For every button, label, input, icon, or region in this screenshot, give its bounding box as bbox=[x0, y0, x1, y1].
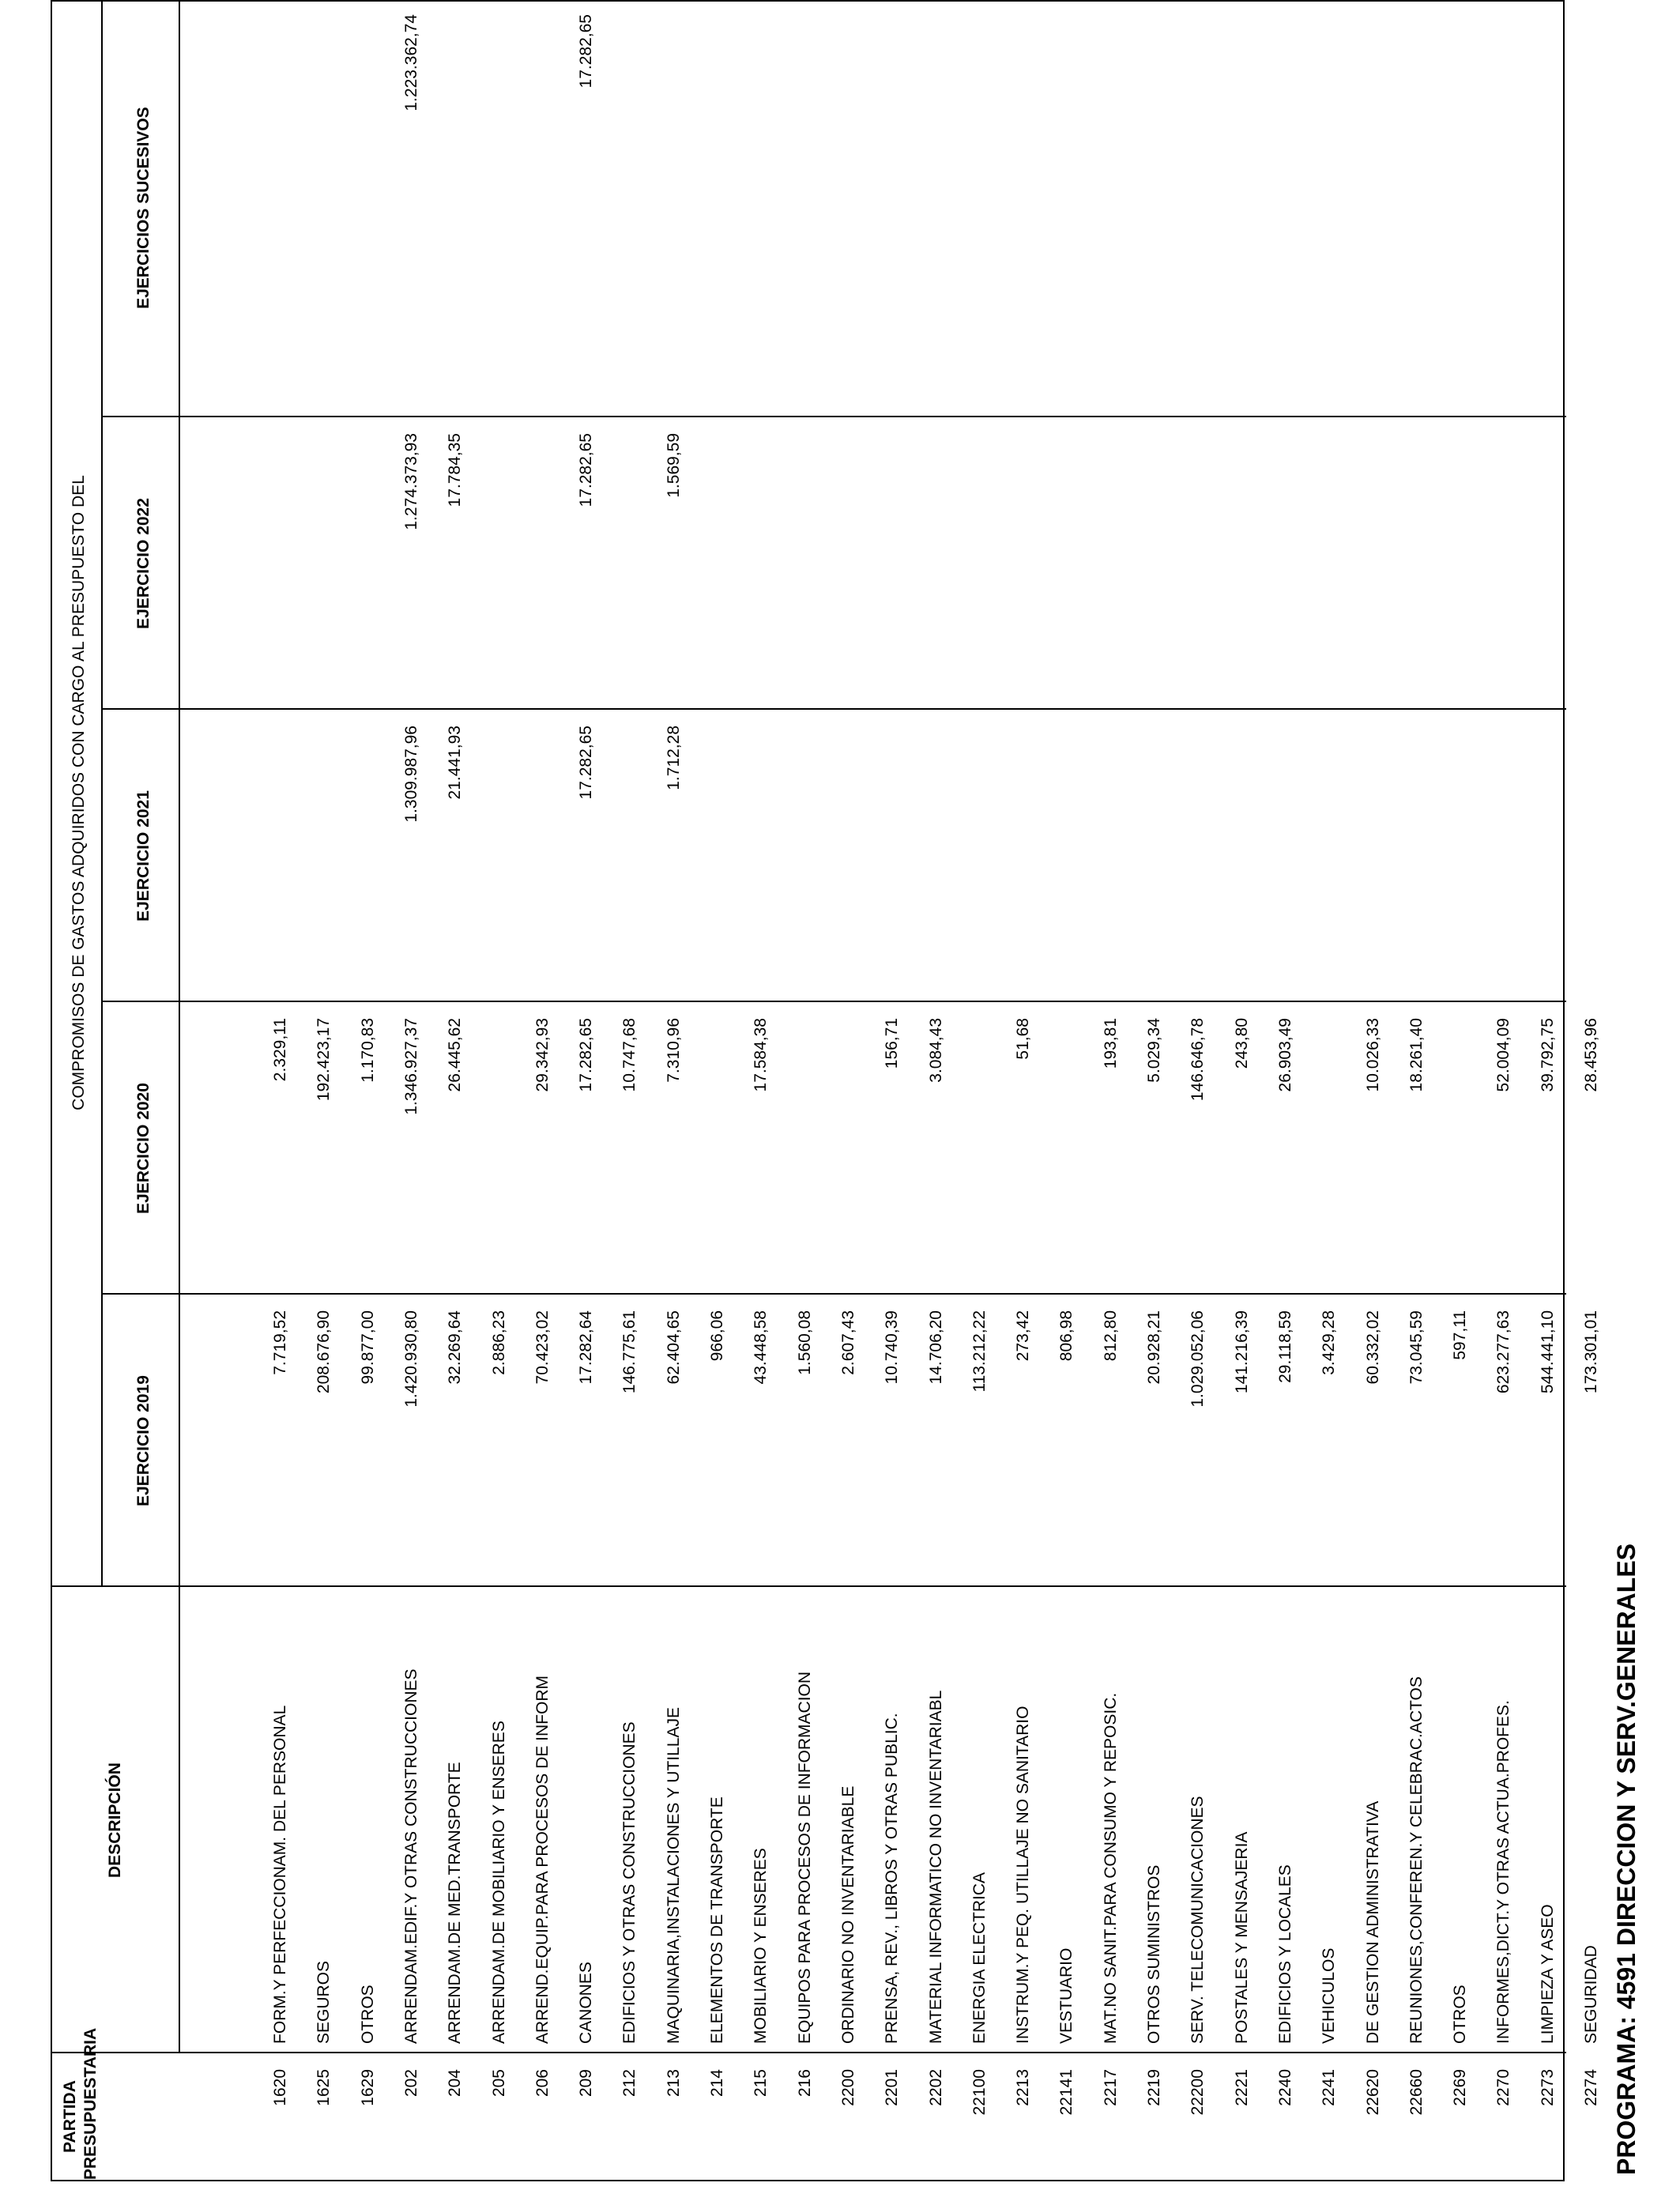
cell-partida: 2240 bbox=[1275, 2069, 1294, 2106]
cell-descripcion: ARRENDAM.EDIF.Y OTRAS CONSTRUCCIONES bbox=[401, 1668, 420, 2044]
cell-2019: 20.928,21 bbox=[1145, 1310, 1163, 1385]
cell-2020: 5.029,34 bbox=[1145, 1018, 1163, 1083]
page-title: PROGRAMA: 4591 DIRECCION Y SERV.GENERALES bbox=[1612, 1543, 1640, 2175]
cell-2020: 193,81 bbox=[1101, 1018, 1120, 1069]
cell-2020: 17.584,38 bbox=[751, 1018, 770, 1092]
cell-descripcion: EQUIPOS PARA PROCESOS DE INFORMACION bbox=[795, 1671, 814, 2044]
cell-partida: 212 bbox=[620, 2069, 639, 2098]
cell-descripcion: SERV. TELECOMUNICACIONES bbox=[1188, 1796, 1207, 2044]
budget-table bbox=[51, 0, 1600, 2181]
cell-2020: 146.646,78 bbox=[1188, 1018, 1207, 1102]
cell-sucesivos: 1.223.362,74 bbox=[401, 14, 420, 111]
cell-partida: 2217 bbox=[1101, 2069, 1120, 2106]
cell-2019: 29.118,59 bbox=[1275, 1310, 1294, 1383]
cell-2020: 52.004,09 bbox=[1494, 1018, 1513, 1092]
cell-descripcion: LIMPIEZA Y ASEO bbox=[1538, 1904, 1557, 2044]
cell-partida: 2202 bbox=[926, 2069, 945, 2106]
cell-descripcion: SEGUROS bbox=[315, 1960, 333, 2044]
cell-partida: 2269 bbox=[1451, 2069, 1470, 2106]
cell-2020: 29.342,93 bbox=[533, 1018, 552, 1092]
cell-descripcion: MOBILIARIO Y ENSERES bbox=[751, 1848, 770, 2044]
cell-partida: 2200 bbox=[838, 2069, 857, 2106]
header-sucesivos: EJERCICIOS SUCESIVOS bbox=[134, 107, 153, 309]
cell-2019: 17.282,64 bbox=[577, 1310, 596, 1385]
cell-partida: 2273 bbox=[1538, 2069, 1557, 2106]
cell-partida: 216 bbox=[795, 2069, 814, 2098]
cell-2019: 597,11 bbox=[1451, 1310, 1470, 1360]
col-divider bbox=[52, 2052, 1566, 2053]
cell-2019: 812,80 bbox=[1101, 1310, 1120, 1362]
cell-partida: 22660 bbox=[1407, 2069, 1426, 2116]
cell-2019: 208.676,90 bbox=[315, 1310, 333, 1394]
cell-partida: 215 bbox=[751, 2069, 770, 2098]
cell-2022: 1.569,59 bbox=[664, 433, 683, 498]
cell-2022: 1.274.373,93 bbox=[401, 433, 420, 530]
cell-2019: 43.448,58 bbox=[751, 1310, 770, 1385]
cell-partida: 2201 bbox=[883, 2069, 902, 2106]
cell-partida: 206 bbox=[533, 2069, 552, 2098]
col-divider bbox=[101, 416, 1566, 417]
cell-2019: 73.045,59 bbox=[1407, 1310, 1426, 1385]
cell-2020: 26.903,49 bbox=[1275, 1018, 1294, 1092]
cell-2022: 17.282,65 bbox=[577, 433, 596, 507]
cell-2019: 99.877,00 bbox=[358, 1310, 377, 1385]
cell-2019: 273,42 bbox=[1014, 1310, 1033, 1362]
cell-2019: 32.269,64 bbox=[446, 1310, 465, 1385]
cell-descripcion: REUNIONES,CONFEREN.Y CELEBRAC.ACTOS bbox=[1407, 1676, 1426, 2044]
cell-partida: 209 bbox=[577, 2069, 596, 2098]
cell-2019: 966,06 bbox=[708, 1310, 726, 1362]
header-2021: EJERCICIO 2021 bbox=[134, 790, 153, 922]
cell-descripcion: POSTALES Y MENSAJERIA bbox=[1232, 1831, 1251, 2044]
cell-descripcion: OTROS bbox=[1451, 1985, 1470, 2044]
cell-descripcion: ENERGIA ELECTRICA bbox=[970, 1872, 989, 2044]
cell-2019: 70.423,02 bbox=[533, 1310, 552, 1385]
cell-descripcion: INSTRUM.Y PEQ. UTILLAJE NO SANITARIO bbox=[1014, 1706, 1033, 2044]
cell-partida: 1629 bbox=[358, 2069, 377, 2106]
cell-2020: 10.026,33 bbox=[1363, 1018, 1382, 1092]
col-divider bbox=[101, 708, 1566, 710]
cell-2020: 39.792,75 bbox=[1538, 1018, 1557, 1092]
cell-2020: 192.423,17 bbox=[315, 1018, 333, 1102]
cell-descripcion: EDIFICIOS Y OTRAS CONSTRUCCIONES bbox=[620, 1721, 639, 2044]
cell-2020: 10.747,68 bbox=[620, 1018, 639, 1092]
cell-partida: 2270 bbox=[1494, 2069, 1513, 2106]
cell-2020: 2.329,11 bbox=[271, 1018, 289, 1082]
cell-partida: 205 bbox=[489, 2069, 508, 2098]
cell-partida: 1620 bbox=[271, 2069, 289, 2106]
cell-descripcion: MAT.NO SANIT.PARA CONSUMO Y REPOSIC. bbox=[1101, 1692, 1120, 2044]
cell-2019: 173.301,01 bbox=[1582, 1310, 1600, 1394]
cell-2019: 806,98 bbox=[1057, 1310, 1076, 1362]
cell-descripcion: EDIFICIOS Y LOCALES bbox=[1275, 1864, 1294, 2044]
cell-2019: 14.706,20 bbox=[926, 1310, 945, 1385]
cell-partida: 22620 bbox=[1363, 2069, 1382, 2116]
col-divider bbox=[101, 1001, 1566, 1002]
cell-descripcion: INFORMES,DICT.Y OTRAS ACTUA.PROFES. bbox=[1494, 1700, 1513, 2044]
cell-2019: 7.719,52 bbox=[271, 1310, 289, 1375]
cell-descripcion: VEHICULOS bbox=[1320, 1947, 1339, 2044]
cell-2020: 7.310,96 bbox=[664, 1018, 683, 1083]
cell-2020: 28.453,96 bbox=[1582, 1018, 1600, 1092]
group-header-divider bbox=[101, 0, 103, 1587]
cell-descripcion: ORDINARIO NO INVENTARIABLE bbox=[838, 1785, 857, 2044]
cell-descripcion: OTROS bbox=[358, 1985, 377, 2044]
cell-2021: 1.309.987,96 bbox=[401, 726, 420, 823]
cell-2020: 1.346.927,37 bbox=[401, 1018, 420, 1115]
cell-2020: 1.170,83 bbox=[358, 1018, 377, 1083]
cell-2020: 3.084,43 bbox=[926, 1018, 945, 1083]
cell-2019: 146.775,61 bbox=[620, 1310, 639, 1394]
cell-partida: 214 bbox=[708, 2069, 726, 2098]
cell-partida: 2221 bbox=[1232, 2069, 1251, 2106]
header-divider bbox=[179, 0, 180, 2053]
cell-descripcion: VESTUARIO bbox=[1057, 1947, 1076, 2044]
cell-2020: 243,80 bbox=[1232, 1018, 1251, 1069]
cell-2019: 62.404,65 bbox=[664, 1310, 683, 1385]
cell-partida: 22141 bbox=[1057, 2069, 1076, 2116]
cell-2019: 3.429,28 bbox=[1320, 1310, 1339, 1375]
cell-2022: 17.784,35 bbox=[446, 433, 465, 507]
cell-partida: 2213 bbox=[1014, 2069, 1033, 2106]
cell-2020: 156,71 bbox=[883, 1018, 902, 1069]
cell-2019: 1.560,08 bbox=[795, 1310, 814, 1375]
cell-descripcion: ARRENDAM.DE MED.TRANSPORTE bbox=[446, 1762, 465, 2044]
cell-descripcion: DE GESTION ADMINISTRATIVA bbox=[1363, 1800, 1382, 2044]
cell-2020: 26.445,62 bbox=[446, 1018, 465, 1092]
cell-2021: 17.282,65 bbox=[577, 726, 596, 800]
cell-descripcion: PRENSA, REV., LIBROS Y OTRAS PUBLIC. bbox=[883, 1713, 902, 2044]
cell-partida: 22100 bbox=[970, 2069, 989, 2116]
cell-sucesivos: 17.282,65 bbox=[577, 14, 596, 89]
cell-2019: 1.029.052,06 bbox=[1188, 1310, 1207, 1408]
cell-2019: 10.740,39 bbox=[883, 1310, 902, 1385]
cell-2020: 51,68 bbox=[1014, 1018, 1033, 1060]
cell-2019: 623.277,63 bbox=[1494, 1310, 1513, 1394]
header-group: COMPROMISOS DE GASTOS ADQUIRIDOS CON CARGO AL PRESUPUESTO DEL bbox=[70, 475, 88, 1110]
cell-partida: 2274 bbox=[1582, 2069, 1600, 2106]
header-2020: EJERCICIO 2020 bbox=[134, 1083, 153, 1214]
header-partida bbox=[60, 2027, 101, 2180]
cell-descripcion: MAQUINARIA,INSTALACIONES Y UTILLAJE bbox=[664, 1707, 683, 2044]
header-partida-line1: PARTIDA bbox=[61, 2080, 79, 2153]
cell-2019: 544.441,10 bbox=[1538, 1310, 1557, 1394]
cell-2019: 1.420.930,80 bbox=[401, 1310, 420, 1408]
header-descripcion: DESCRIPCIÓN bbox=[106, 1762, 124, 1878]
header-2019: EJERCICIO 2019 bbox=[134, 1375, 153, 1506]
cell-2020: 18.261,40 bbox=[1407, 1018, 1426, 1092]
cell-partida: 2219 bbox=[1145, 2069, 1163, 2106]
cell-descripcion: ELEMENTOS DE TRANSPORTE bbox=[708, 1796, 726, 2044]
cell-partida: 204 bbox=[446, 2069, 465, 2098]
cell-2019: 60.332,02 bbox=[1363, 1310, 1382, 1385]
header-partida-line2: PRESUPUESTARIA bbox=[81, 2027, 100, 2180]
header-2022: EJERCICIO 2022 bbox=[134, 498, 153, 629]
cell-descripcion: ARRENDAM.DE MOBILIARIO Y ENSERES bbox=[489, 1721, 508, 2044]
cell-2019: 2.886,23 bbox=[489, 1310, 508, 1375]
cell-2019: 113.212,22 bbox=[970, 1310, 989, 1393]
cell-descripcion: MATERIAL INFORMATICO NO INVENTARIABL bbox=[926, 1690, 945, 2044]
cell-partida: 2241 bbox=[1320, 2069, 1339, 2106]
cell-partida: 213 bbox=[664, 2069, 683, 2098]
cell-descripcion: SEGURIDAD bbox=[1582, 1945, 1600, 2044]
cell-2019: 2.607,43 bbox=[838, 1310, 857, 1375]
cell-2020: 17.282,65 bbox=[577, 1018, 596, 1092]
cell-partida: 202 bbox=[401, 2069, 420, 2098]
cell-descripcion: FORM.Y PERFECCIONAM. DEL PERSONAL bbox=[271, 1705, 289, 2044]
cell-2021: 21.441,93 bbox=[446, 726, 465, 800]
cell-descripcion: ARREND.EQUIP.PARA PROCESOS DE INFORM bbox=[533, 1676, 552, 2044]
cell-partida: 22200 bbox=[1188, 2069, 1207, 2116]
cell-descripcion: OTROS SUMINISTROS bbox=[1145, 1864, 1163, 2044]
cell-partida: 1625 bbox=[315, 2069, 333, 2106]
cell-2019: 141.216,39 bbox=[1232, 1310, 1251, 1394]
cell-descripcion: CANONES bbox=[577, 1962, 596, 2044]
cell-2021: 1.712,28 bbox=[664, 726, 683, 790]
